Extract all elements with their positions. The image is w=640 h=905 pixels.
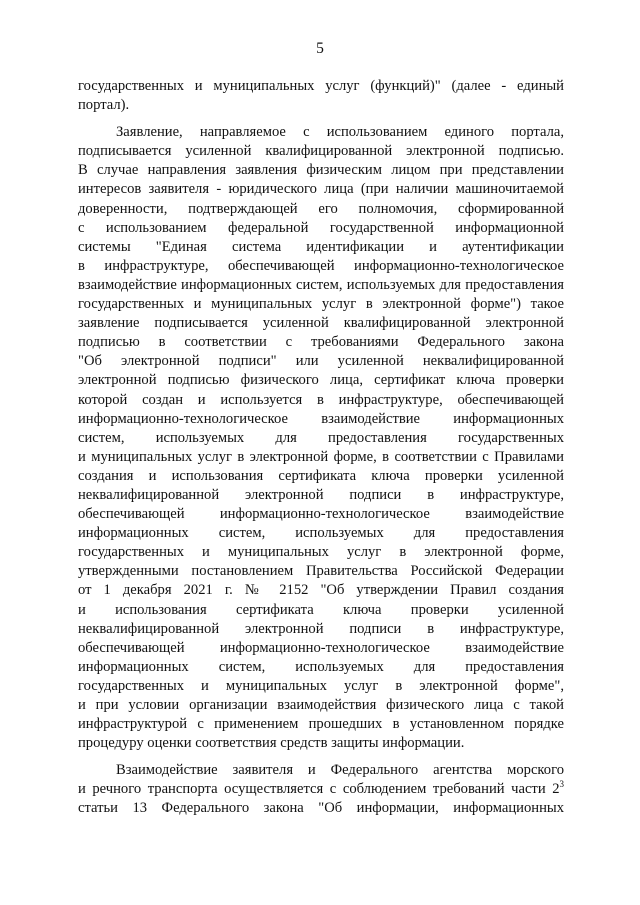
text-line: информационных систем, используемых для предоставления xyxy=(78,525,564,542)
paragraph-3 xyxy=(78,761,564,818)
text-line-content: и речного транспорта осуществляется с соблюдением требований части 2 xyxy=(78,781,560,798)
text-line: от 1 декабря 2021 г. № 2152 "Об утверждении Правил создания xyxy=(78,582,564,599)
text-line: инфраструктурой с применением прошедших в установленном порядке xyxy=(78,716,564,733)
text-line: утвержденными постановлением Правительства Российской Федерации xyxy=(78,563,564,580)
text-line: государственных и муниципальных услуг в электронной форме") такое xyxy=(78,296,564,313)
text-line: неквалифицированной электронной подписи в инфраструктуре, xyxy=(78,486,564,503)
text-line: подписывается усиленной квалифицированной электронной подписью. xyxy=(78,143,564,160)
superscript: 3 xyxy=(559,779,564,790)
text-line: и муниципальных услуг в электронной форме, в соответствии с Правилами xyxy=(78,448,564,465)
text-line: систем, используемых для предоставления государственных xyxy=(78,429,564,446)
text-line xyxy=(78,780,564,799)
text-line: обеспечивающей информационно-технологическое взаимодействие xyxy=(78,639,564,656)
text-line: интересов заявителя - юридического лица (при наличии машиночитаемой xyxy=(78,181,564,198)
text-line: заявление подписывается усиленной квалифицированной электронной xyxy=(78,315,564,332)
text-line: взаимодействие информационных систем, используемых для предоставления xyxy=(78,276,564,293)
text-line: Заявление, направляемое с использованием единого портала, xyxy=(116,124,564,141)
text-line: неквалифицированной электронной подписи в инфраструктуре, xyxy=(78,620,564,637)
text-line: в инфраструктуре, обеспечивающей информационно-технологическое xyxy=(78,257,564,274)
text-line: государственных и муниципальных услуг (функций)" (далее - единый xyxy=(78,78,564,94)
text-line: В случае направления заявления физическим лицом при представлении xyxy=(78,162,564,179)
text-line: обеспечивающей информационно-технологическое взаимодействие xyxy=(78,506,564,523)
text-line: государственных и муниципальных услуг в электронной форме, xyxy=(78,544,564,561)
text-line: создания и использования сертификата ключа проверки усиленной xyxy=(78,467,564,484)
text-line: процедуру оценки соответствия средств защиты информации. xyxy=(78,735,465,752)
document-body xyxy=(78,77,564,827)
text-line: и использования сертификата ключа проверки усиленной xyxy=(78,601,564,618)
page-number: 5 xyxy=(316,40,324,57)
text-line: портал). xyxy=(78,97,130,114)
text-line: статьи 13 Федерального закона "Об информации, информационных xyxy=(78,800,564,817)
text-line: информационно-технологическое взаимодействие информационных xyxy=(78,410,564,427)
text-line: и при условии организации взаимодействия физического лица с такой xyxy=(78,697,564,713)
text-line: системы "Единая система идентификации и аутентификации xyxy=(78,238,564,255)
text-line: информационных систем, используемых для предоставления xyxy=(78,658,564,675)
text-line: с использованием федеральной государственной информационной xyxy=(78,219,564,236)
text-line: доверенности, подтверждающей его полномочия, сформированной xyxy=(78,200,564,217)
paragraph-2 xyxy=(78,123,564,753)
text-line: государственных и муниципальных услуг в электронной форме", xyxy=(78,677,564,694)
text-line: электронной подписью физического лица, сертификат ключа проверки xyxy=(78,372,564,389)
text-line: Взаимодействие заявителя и Федерального агентства морского xyxy=(116,762,564,779)
paragraph-1 xyxy=(78,77,564,115)
text-line: "Об электронной подписи" или усиленной неквалифицированной xyxy=(78,353,564,370)
text-line: подписью в соответствии с требованиями Федерального закона xyxy=(78,334,564,351)
text-line: которой создан и используется в инфраструктуре, обеспечивающей xyxy=(78,391,564,408)
